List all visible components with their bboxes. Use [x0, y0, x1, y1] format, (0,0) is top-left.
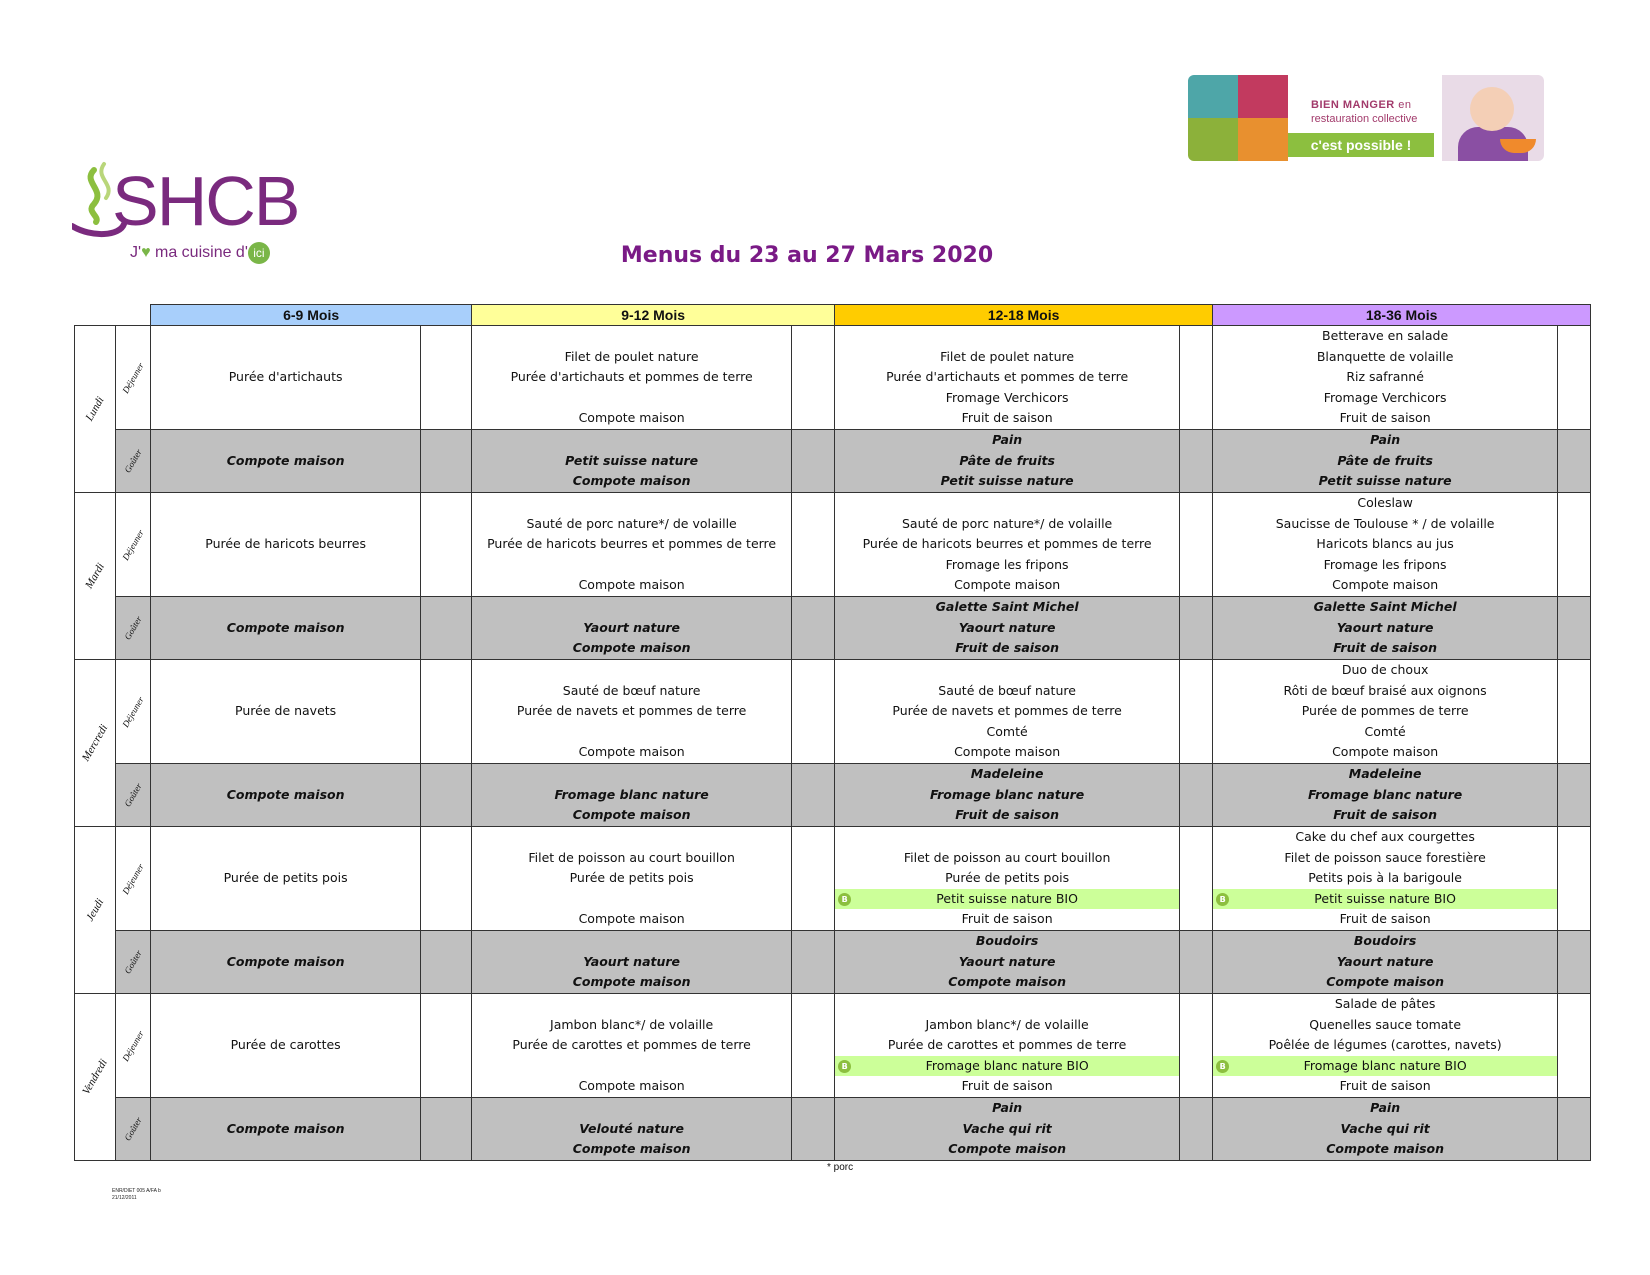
menu-item: Purée de navets et pommes de terre	[892, 703, 1122, 719]
snack-cell	[151, 597, 421, 660]
menu-item: Purée de haricots beurres	[205, 536, 366, 552]
menu-item: Sauté de bœuf nature	[562, 682, 701, 698]
menu-item: Fruit de saison	[1339, 1078, 1431, 1094]
menu-item	[835, 326, 1179, 347]
menu-item	[472, 827, 791, 848]
menu-item: Galette Saint Michel	[1313, 599, 1457, 614]
menu-item: Filet de poisson au court bouillon	[903, 849, 1111, 865]
menu-item: Comté	[1364, 723, 1406, 739]
menu-item: Galette Saint Michel	[935, 599, 1079, 614]
menu-item: Boudoirs	[975, 933, 1039, 948]
lunch-cell	[151, 493, 421, 597]
snack-row	[75, 1098, 1591, 1161]
menu-item	[472, 430, 791, 451]
menu-item	[151, 597, 420, 618]
menu-item	[151, 408, 420, 429]
blank-cell	[421, 764, 472, 827]
blank-cell	[1180, 931, 1213, 994]
meal-label-snack: Goûter	[116, 931, 151, 994]
snack-row	[75, 430, 1591, 493]
logo-tagline: J'♥ ma cuisine d' ici	[130, 242, 270, 264]
menu-item: Compote maison	[226, 953, 345, 969]
lunch-cell	[472, 493, 792, 597]
blank-cell	[792, 493, 835, 597]
blank-cell	[1558, 994, 1591, 1098]
menu-item: Petits pois à la barigoule	[1308, 870, 1462, 886]
menu-item: Salade de pâtes	[1334, 996, 1436, 1011]
menu-item: Rôti de bœuf braisé aux oignons	[1283, 682, 1487, 698]
menu-item	[151, 764, 420, 785]
menu-item: Yaourt nature	[1336, 953, 1434, 969]
menu-item: Compote maison	[226, 452, 345, 468]
menu-item: Pain	[1370, 432, 1401, 447]
lunch-cell	[1213, 493, 1558, 597]
menu-item	[151, 514, 420, 535]
menu-item: Compote maison	[948, 1141, 1067, 1157]
meal-label-lunch: Déjeuner	[116, 994, 151, 1098]
snack-cell	[472, 764, 792, 827]
menu-item: Compote maison	[572, 640, 691, 656]
menu-item	[151, 1076, 420, 1097]
blank-cell	[421, 493, 472, 597]
meal-label-lunch: Déjeuner	[116, 660, 151, 764]
menu-item: Purée d'artichauts et pommes de terre	[886, 369, 1129, 385]
menu-item	[472, 994, 791, 1015]
day-label: Vendredi	[75, 994, 116, 1161]
bio-icon: B	[838, 1060, 851, 1073]
menu-item: Pâte de fruits	[1337, 452, 1433, 468]
meal-label-lunch: Déjeuner	[116, 326, 151, 430]
col-header-18-36: 18-36 Mois	[1213, 305, 1591, 326]
snack-cell	[1213, 597, 1558, 660]
blank-cell	[1180, 326, 1213, 430]
menu-item: Compote maison	[226, 1120, 345, 1136]
menu-item: Compote maison	[948, 974, 1067, 990]
meal-label-lunch: Déjeuner	[116, 493, 151, 597]
blank-cell	[421, 931, 472, 994]
menu-item: Coleslaw	[1357, 495, 1413, 510]
baby-photo	[1442, 75, 1544, 161]
menu-item: Compote maison	[1332, 744, 1439, 760]
menu-item: Compote maison	[572, 807, 691, 823]
blank-cell	[421, 1098, 472, 1161]
menu-item: Pain	[1370, 1100, 1401, 1115]
snack-row	[75, 764, 1591, 827]
menu-item	[472, 660, 791, 681]
menu-item: Purée d'artichauts	[228, 369, 343, 385]
bio-menu-item: B Petit suisse nature BIO	[1213, 889, 1557, 910]
menu-item	[472, 388, 791, 409]
blank-cell	[1180, 597, 1213, 660]
menu-item: Quenelles sauce tomate	[1309, 1016, 1462, 1032]
bio-menu-item: B Petit suisse nature BIO	[835, 889, 1179, 910]
footnote: * porc	[827, 1162, 854, 1173]
menu-item: Comté	[986, 723, 1028, 739]
lunch-cell	[835, 493, 1180, 597]
menu-item	[472, 493, 791, 514]
snack-cell	[472, 931, 792, 994]
menu-item: Fromage les fripons	[945, 556, 1069, 572]
snack-row	[75, 931, 1591, 994]
menu-item: Purée de carottes et pommes de terre	[512, 1037, 751, 1053]
menu-item	[151, 889, 420, 910]
menu-item: Madeleine	[970, 766, 1044, 781]
menu-item: Compote maison	[572, 974, 691, 990]
menu-item	[151, 722, 420, 743]
banner-photo-tiles	[1188, 75, 1288, 161]
snack-cell	[1213, 764, 1558, 827]
lunch-cell	[1213, 326, 1558, 430]
meal-label-snack: Goûter	[116, 764, 151, 827]
menu-item: Fromage blanc nature	[1307, 786, 1463, 802]
menu-item	[151, 1015, 420, 1036]
menu-item: Compote maison	[226, 619, 345, 635]
menu-item: Vache qui rit	[1340, 1120, 1430, 1136]
snack-cell	[835, 764, 1180, 827]
menu-item: Compote maison	[1326, 1141, 1445, 1157]
meal-label-snack: Goûter	[116, 1098, 151, 1161]
menu-item: Cake du chef aux courgettes	[1295, 829, 1475, 844]
blank-cell	[792, 764, 835, 827]
menu-item: Compote maison	[572, 1141, 691, 1157]
lunch-row	[75, 994, 1591, 1098]
menu-table	[74, 304, 1591, 1161]
menu-item	[151, 742, 420, 763]
meal-label-lunch: Déjeuner	[116, 827, 151, 931]
menu-item: Poêlée de légumes (carottes, navets)	[1268, 1037, 1502, 1053]
heart-icon: ♥	[141, 244, 151, 261]
lunch-cell	[472, 827, 792, 931]
snack-cell	[151, 764, 421, 827]
blank-cell	[792, 660, 835, 764]
menu-item	[151, 931, 420, 952]
menu-item	[472, 555, 791, 576]
day-label: Mercredi	[75, 660, 116, 827]
menu-item: Vache qui rit	[962, 1120, 1052, 1136]
snack-cell	[835, 430, 1180, 493]
menu-item: Purée de pommes de terre	[1301, 703, 1469, 719]
menu-item: Fruit de saison	[1339, 410, 1431, 426]
menu-item: Fruit de saison	[961, 410, 1053, 426]
menu-item	[151, 848, 420, 869]
snack-cell	[472, 430, 792, 493]
blank-cell	[1180, 764, 1213, 827]
menu-item: Yaourt nature	[583, 953, 681, 969]
day-label: Lundi	[75, 326, 116, 493]
menu-item: Madeleine	[1348, 766, 1422, 781]
menu-item: Jambon blanc*/ de volaille	[925, 1016, 1089, 1032]
age-header-row	[75, 305, 1591, 326]
blank-cell	[792, 1098, 835, 1161]
blank-cell	[1180, 994, 1213, 1098]
snack-cell	[151, 931, 421, 994]
menu-item: Compote maison	[578, 410, 685, 426]
menu-item	[151, 555, 420, 576]
menu-item	[151, 471, 420, 492]
blank-cell	[421, 994, 472, 1098]
menu-item	[151, 827, 420, 848]
page-title: Menus du 23 au 27 Mars 2020	[620, 243, 994, 268]
menu-item: Sauté de porc nature*/ de volaille	[901, 515, 1113, 531]
menu-item: Boudoirs	[1353, 933, 1417, 948]
lunch-cell	[151, 994, 421, 1098]
menu-item: Fromage blanc nature	[554, 786, 709, 802]
menu-item	[151, 805, 420, 826]
menu-item: Fruit de saison	[955, 640, 1059, 656]
menu-item: Petit suisse nature	[1318, 473, 1452, 489]
lunch-cell	[835, 827, 1180, 931]
col-header-6-9: 6-9 Mois	[151, 305, 472, 326]
menu-item: Saucisse de Toulouse * / de volaille	[1275, 515, 1495, 531]
lunch-cell	[151, 827, 421, 931]
menu-item: Haricots blancs au jus	[1316, 536, 1454, 552]
lunch-cell	[1213, 827, 1558, 931]
blank-cell	[1558, 430, 1591, 493]
menu-item: Compote maison	[226, 786, 345, 802]
menu-item: Fruit de saison	[1339, 911, 1431, 927]
col-header-12-18: 12-18 Mois	[835, 305, 1213, 326]
lunch-cell	[472, 660, 792, 764]
menu-item: Yaourt nature	[958, 953, 1056, 969]
menu-item: Blanquette de volaille	[1316, 348, 1454, 364]
day-label: Mardi	[75, 493, 116, 660]
blank-cell	[1180, 430, 1213, 493]
lunch-cell	[835, 326, 1180, 430]
menu-item: Filet de poisson au court bouillon	[528, 849, 735, 865]
menu-item: Purée de carottes et pommes de terre	[887, 1037, 1127, 1053]
menu-item: Compote maison	[578, 911, 685, 927]
menu-item: Sauté de bœuf nature	[938, 682, 1076, 698]
menu-item	[151, 388, 420, 409]
ici-badge: ici	[248, 242, 270, 264]
menu-item: Fruit de saison	[961, 911, 1053, 927]
document-reference: ENR/DIET 005 A/FA b 21/12/2011	[112, 1188, 161, 1201]
banner-line-2: restauration collective	[1311, 113, 1418, 125]
menu-item	[151, 430, 420, 451]
bio-icon: B	[1216, 1060, 1229, 1073]
day-label: Jeudi	[75, 827, 116, 994]
menu-item: Yaourt nature	[1336, 619, 1434, 635]
blank-cell	[1180, 1098, 1213, 1161]
blank-cell	[1558, 660, 1591, 764]
menu-item: Fromage Verchicors	[945, 389, 1069, 405]
snack-cell	[835, 931, 1180, 994]
menu-item: Pain	[992, 1100, 1023, 1115]
blank-cell	[421, 326, 472, 430]
blank-cell	[792, 430, 835, 493]
lunch-cell	[835, 660, 1180, 764]
snack-cell	[1213, 1098, 1558, 1161]
bio-menu-item: B Fromage blanc nature BIO	[1213, 1056, 1557, 1077]
menu-item: Fruit de saison	[961, 1078, 1053, 1094]
menu-item	[472, 931, 791, 952]
bio-menu-item: B Fromage blanc nature BIO	[835, 1056, 1179, 1077]
menu-item: Fromage les fripons	[1323, 556, 1447, 572]
menu-item: Filet de poisson sauce forestière	[1284, 849, 1486, 865]
menu-item	[151, 994, 420, 1015]
blank-cell	[1558, 597, 1591, 660]
menu-item: Purée de navets et pommes de terre	[516, 703, 747, 719]
lunch-row	[75, 493, 1591, 597]
menu-item: Purée de carottes	[230, 1037, 341, 1053]
menu-item: Yaourt nature	[583, 619, 681, 635]
menu-item: Purée de haricots beurres et pommes de terre	[862, 536, 1152, 552]
menu-item: Velouté nature	[579, 1120, 684, 1136]
menu-item: Purée d'artichauts et pommes de terre	[510, 369, 753, 385]
menu-item	[151, 1098, 420, 1119]
menu-item	[472, 597, 791, 618]
menu-item	[835, 493, 1179, 514]
menu-item	[151, 493, 420, 514]
menu-item: Fruit de saison	[955, 807, 1059, 823]
lunch-row	[75, 827, 1591, 931]
menu-item: Compote maison	[578, 577, 685, 593]
menu-item: Petit suisse nature	[565, 452, 699, 468]
col-header-9-12: 9-12 Mois	[472, 305, 835, 326]
bio-icon: B	[1216, 893, 1229, 906]
menu-item: Compote maison	[1326, 974, 1445, 990]
blank-cell	[421, 827, 472, 931]
blank-cell	[1558, 827, 1591, 931]
menu-item: Jambon blanc*/ de volaille	[550, 1016, 714, 1032]
menu-item: Purée de haricots beurres et pommes de terre	[487, 536, 777, 552]
blank-cell	[792, 994, 835, 1098]
lunch-cell	[1213, 994, 1558, 1098]
menu-item	[835, 994, 1179, 1015]
snack-cell	[151, 430, 421, 493]
blank-cell	[792, 326, 835, 430]
banner-line-1: BIEN MANGER en	[1311, 99, 1412, 111]
blank-cell	[1558, 493, 1591, 597]
menu-item	[835, 660, 1179, 681]
snack-cell	[1213, 430, 1558, 493]
meal-label-snack: Goûter	[116, 430, 151, 493]
menu-item: Compote maison	[1332, 577, 1439, 593]
menu-item: Compote maison	[578, 744, 685, 760]
menu-item: Petit suisse nature	[940, 473, 1074, 489]
banner-pill: c'est possible !	[1288, 133, 1434, 157]
menu-item	[151, 660, 420, 681]
menu-item	[472, 722, 791, 743]
blank-cell	[1558, 326, 1591, 430]
menu-item	[472, 326, 791, 347]
menu-item: Compote maison	[572, 473, 691, 489]
blank-cell	[421, 660, 472, 764]
menu-item: Duo de choux	[1341, 662, 1429, 677]
menu-item: Purée de petits pois	[569, 870, 694, 886]
menu-item: Filet de poulet nature	[940, 348, 1075, 364]
lunch-cell	[1213, 660, 1558, 764]
lunch-row	[75, 326, 1591, 430]
blank-cell	[421, 430, 472, 493]
meal-label-snack: Goûter	[116, 597, 151, 660]
menu-item: Fruit de saison	[1333, 640, 1437, 656]
menu-item	[151, 972, 420, 993]
blank-cell	[421, 597, 472, 660]
snack-cell	[835, 1098, 1180, 1161]
blank-cell	[1558, 931, 1591, 994]
menu-item: Fromage blanc nature	[929, 786, 1085, 802]
blank-cell	[1558, 1098, 1591, 1161]
blank-cell	[1180, 660, 1213, 764]
menu-item	[151, 326, 420, 347]
blank-cell	[792, 931, 835, 994]
menu-item	[151, 909, 420, 930]
snack-cell	[835, 597, 1180, 660]
menu-item	[151, 681, 420, 702]
menu-item: Compote maison	[954, 744, 1061, 760]
menu-item	[472, 1056, 791, 1077]
menu-item	[151, 575, 420, 596]
blank-cell	[1558, 764, 1591, 827]
blank-cell	[1180, 493, 1213, 597]
menu-item: Purée de petits pois	[223, 870, 348, 886]
menu-item	[472, 889, 791, 910]
menu-item: Fruit de saison	[1333, 807, 1437, 823]
blank-cell	[792, 597, 835, 660]
menu-item	[835, 827, 1179, 848]
lunch-row	[75, 660, 1591, 764]
lunch-cell	[835, 994, 1180, 1098]
snack-cell	[472, 1098, 792, 1161]
menu-item: Betterave en salade	[1322, 328, 1449, 343]
bien-manger-banner	[1188, 75, 1544, 161]
menu-item: Pain	[992, 432, 1023, 447]
menu-item	[472, 1098, 791, 1119]
snack-row	[75, 597, 1591, 660]
lunch-cell	[472, 994, 792, 1098]
bio-icon: B	[838, 893, 851, 906]
blank-cell	[1180, 827, 1213, 931]
blank-cell	[792, 827, 835, 931]
snack-cell	[472, 597, 792, 660]
menu-item: Purée de petits pois	[945, 870, 1070, 886]
menu-item: Fromage Verchicors	[1323, 389, 1447, 405]
menu-item: Compote maison	[954, 577, 1061, 593]
logo-wordmark: SHCB	[112, 162, 299, 240]
menu-item: Pâte de fruits	[959, 452, 1055, 468]
menu-item	[151, 638, 420, 659]
snack-cell	[151, 1098, 421, 1161]
menu-item: Filet de poulet nature	[564, 348, 699, 364]
lunch-cell	[151, 326, 421, 430]
snack-cell	[1213, 931, 1558, 994]
menu-item: Yaourt nature	[958, 619, 1056, 635]
lunch-cell	[151, 660, 421, 764]
menu-item: Purée de navets	[235, 703, 337, 719]
menu-item: Sauté de porc nature*/ de volaille	[526, 515, 737, 531]
menu-item	[151, 347, 420, 368]
menu-item: Compote maison	[578, 1078, 685, 1094]
menu-item	[472, 764, 791, 785]
menu-item	[151, 1139, 420, 1160]
menu-item	[151, 1056, 420, 1077]
menu-item: Riz safranné	[1346, 369, 1424, 385]
lunch-cell	[472, 326, 792, 430]
